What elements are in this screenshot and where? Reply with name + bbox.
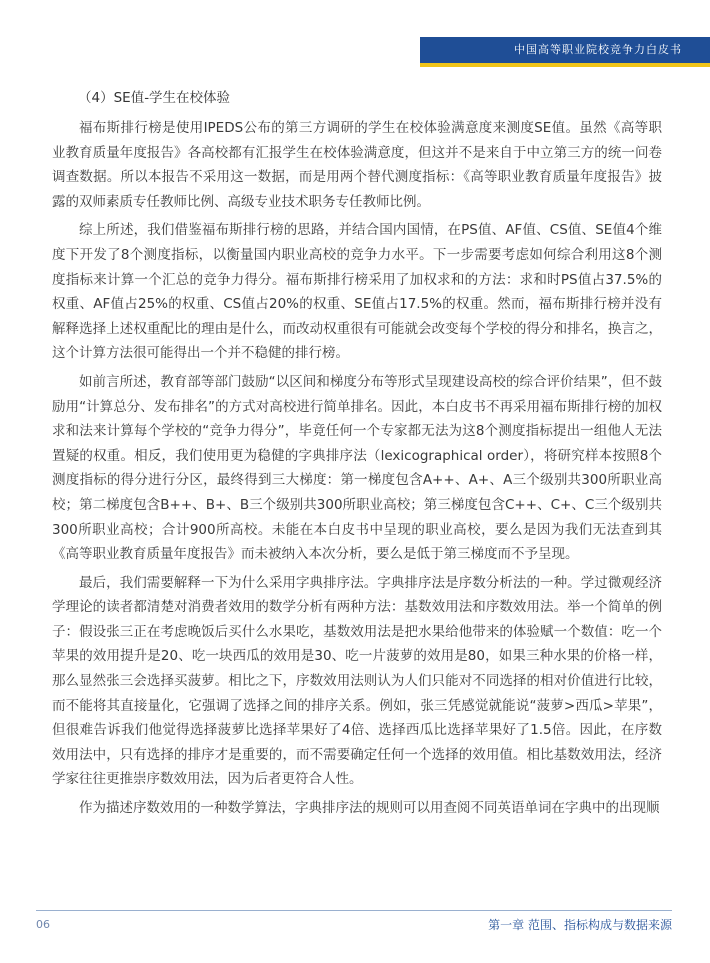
paragraph-2: 综上所述，我们借鉴福布斯排行榜的思路，并结合国内国情，在PS值、AF值、CS值、SE值4个维度下开发了8个测度指标，以衡量国内职业高校的竞争力水平。下一步需要考虑如何综合利用这8个测度指标来计算一个汇总的竞争力得分。福布斯排行榜采用了加权求和的方法：求和时PS值占37.5%的权重、AF值占25%的权重、CS值占20%的权重、SE值占17.5%的权重。然而，福布斯排行榜并没有解释选择上述权重配比的理由是什么，而改动权重很有可能就会改变每个学校的得分和排名，换言之，这个计算方法很可能得出一个并不稳健的排行榜。 xyxy=(52,222,662,362)
paragraph-3: 如前言所述，教育部等部门鼓励“以区间和梯度分布等形式呈现建设高校的综合评价结果”，但不鼓励用“计算总分、发布排名”的方式对高校进行简单排名。因此，本白皮书不再采用福布斯排行榜的加权求和法来计算每个学校的“竞争力得分”，毕竟任何一个专家都无法为这8个测度指标提出一组他人无法置疑的权重。相反，我们使用更为稳健的字典排序法（lexicographical order），将研究样本按照8个测度指标的得分进行分区，最终得到三大梯度：第一梯度包含A++、A+、A三个级别共300所职业高校；第二梯度包含B++、B+、B三个级别共300所职业高校；第三梯度包含C++、C+、C三个级别共300所职业高校；合计900所高校。未能在本白皮书中呈现的职业高校，要么是因为我们无法查到其《高等职业教育质量年度报告》而未被纳入本次分析，要么是低于第三梯度而不予呈现。 xyxy=(52,373,662,563)
paragraph-1: 福布斯排行榜是使用IPEDS公布的第三方调研的学生在校体验满意度来测度SE值。虽然《高等职业教育质量年度报告》各高校都有汇报学生在校体验满意度，但这并不是来自于中立第三方的统一问卷调查数据。所以本报告不采用这一数据，而是用两个替代测度指标：《高等职业教育质量年度报告》披露的双师素质专任教师比例、高级专业技术职务专任教师比例。 xyxy=(52,120,662,210)
footer-divider xyxy=(36,910,672,911)
page-number: 06 xyxy=(36,918,50,931)
paragraph-4: 最后，我们需要解释一下为什么采用字典排序法。字典排序法是序数分析法的一种。学过微观经济学理论的读者都清楚对消费者效用的数学分析有两种方法：基数效用法和序数效用法。举一个简单的例子：假设张三正在考虑晚饭后买什么水果吃，基数效用法是把水果给他带来的体验赋一个数值：吃一个苹果的效用提升是20、吃一块西瓜的效用是30、吃一片菠萝的效用是80，如果三种水果的价格一样，那么显然张三会选择买菠萝。相比之下，序数效用法则认为人们只能对不同选择的相对价值进行比较，而不能将其直接量化，它强调了选择之间的排序关系。例如，张三凭感觉就能说“菠萝>西瓜>苹果”，但很难告诉我们他觉得选择菠萝比选择苹果好了4倍、选择西瓜比选择苹果好了1.5倍。因此，在序数效用法中，只有选择的排序才是重要的，而不需要确定任何一个选择的效用值。相比基数效用法，经济学家往往更推崇序数效用法，因为后者更符合人性。 xyxy=(52,574,662,788)
header-title: 中国高等职业院校竞争力白皮书 xyxy=(514,43,682,56)
section-heading: （4）SE值-学生在校体验 xyxy=(78,90,231,106)
header-accent-strip xyxy=(420,63,710,67)
paragraph-5: 作为描述序数效用的一种数学算法，字典排序法的规则可以用查阅不同英语单词在字典中的出现顺 xyxy=(79,800,660,817)
footer-chapter-title: 第一章 范围、指标构成与数据来源 xyxy=(488,918,672,932)
page-body xyxy=(52,86,662,825)
header-band xyxy=(420,37,710,63)
